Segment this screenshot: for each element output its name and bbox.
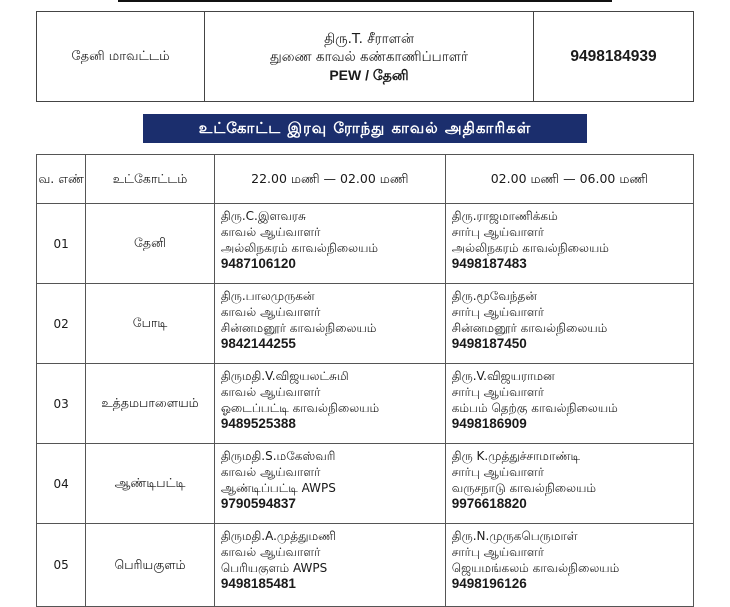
officer-name: திரு.C.இளவரசு xyxy=(220,209,306,223)
officer-header-table xyxy=(36,11,694,102)
officer-phone: 9489525388 xyxy=(220,416,296,431)
officer-name: திரு.பாலமுருகன் xyxy=(220,289,315,303)
officer-name: திரு.ராஜமாணிக்கம் xyxy=(451,209,558,223)
officer-rank: சார்பு ஆய்வாளர் xyxy=(451,305,544,319)
row-subdivision: ஆண்டிபட்டி xyxy=(86,444,215,524)
officer-station: ஆண்டிப்பட்டி AWPS xyxy=(220,481,336,495)
row-num: 03 xyxy=(37,364,86,444)
officer-station: ஓடைப்பட்டி காவல்நிலையம் xyxy=(220,401,380,415)
shift2-officer xyxy=(445,284,693,364)
officer-station: ஜெயமங்கலம் காவல்நிலையம் xyxy=(451,561,620,575)
officer-name: திருமதி.S.மகேஸ்வரி xyxy=(220,449,336,463)
officer-phone: 9842144255 xyxy=(220,336,296,351)
row-subdivision: தேனி xyxy=(86,204,215,284)
row-subdivision: உத்தமபாளையம் xyxy=(86,364,215,444)
officer-rank: காவல் ஆய்வாளர் xyxy=(220,385,321,399)
officer-rank: காவல் ஆய்வாளர் xyxy=(220,225,321,239)
row-num: 02 xyxy=(37,284,86,364)
district-cell xyxy=(37,12,205,102)
officer-phone: 9498185481 xyxy=(220,576,296,591)
officer-phone: 9976618820 xyxy=(451,496,527,511)
officer-phone: 9498186909 xyxy=(451,416,527,431)
shift2-officer xyxy=(445,524,693,607)
table-row xyxy=(37,204,694,284)
row-subdivision: போடி xyxy=(86,284,215,364)
patrol-table xyxy=(36,154,694,607)
row-num: 05 xyxy=(37,524,86,607)
officer-phone: 9790594837 xyxy=(220,496,296,511)
officer-phone: 9498187450 xyxy=(451,336,527,351)
table-row xyxy=(37,364,694,444)
officer-station: சின்னமனூர் காவல்நிலையம் xyxy=(451,321,608,335)
header-subdivision: உட்கோட்டம் xyxy=(86,155,215,204)
officer-phone: 9487106120 xyxy=(220,256,296,271)
shift1-officer xyxy=(214,444,445,524)
row-num: 01 xyxy=(37,204,86,284)
district-label: தேனி மாவட்டம் xyxy=(71,48,170,64)
officer-unit: PEW / தேனி xyxy=(329,66,409,83)
officer-name: திருமதி.A.முத்துமணி xyxy=(220,529,336,543)
officer-name: திரு.T. சீராளன் xyxy=(324,30,414,47)
row-num: 04 xyxy=(37,444,86,524)
officer-rank: துணை காவல் கண்காணிப்பாளர் xyxy=(269,48,469,65)
table-row xyxy=(37,284,694,364)
shift2-officer xyxy=(445,444,693,524)
officer-rank: காவல் ஆய்வாளர் xyxy=(220,305,321,319)
officer-rank: சார்பு ஆய்வாளர் xyxy=(451,385,544,399)
officer-phone: 9498187483 xyxy=(451,256,527,271)
table-header-row xyxy=(37,155,694,204)
header-num: வ. எண் xyxy=(37,155,86,204)
shift1-officer xyxy=(214,524,445,607)
officer-rank: சார்பு ஆய்வாளர் xyxy=(451,465,544,479)
top-rule xyxy=(118,0,612,2)
header-shift2: 02.00 மணி — 06.00 மணி xyxy=(445,155,693,204)
officer-name: திருமதி.V.விஜயலட்சுமி xyxy=(220,369,349,383)
officer-name: திரு K.முத்துச்சாமாண்டி xyxy=(451,449,581,463)
row-subdivision: பெரியகுளம் xyxy=(86,524,215,607)
officer-rank: சார்பு ஆய்வாளர் xyxy=(451,225,544,239)
officer-station: கம்பம் தெற்கு காவல்நிலையம் xyxy=(451,401,618,415)
officer-name: திரு.மூவேந்தன் xyxy=(451,289,537,303)
officer-rank: சார்பு ஆய்வாளர் xyxy=(451,545,544,559)
officer-cell xyxy=(205,12,534,102)
table-row xyxy=(37,524,694,607)
officer-name: திரு.N.முருகபெருமாள் xyxy=(451,529,578,543)
section-banner: உட்கோட்ட இரவு ரோந்து காவல் அதிகாரிகள் xyxy=(143,114,587,143)
table-row xyxy=(37,444,694,524)
officer-rank: காவல் ஆய்வாளர் xyxy=(220,545,321,559)
officer-station: அல்லிநகரம் காவல்நிலையம் xyxy=(451,241,609,255)
officer-name: திரு.V.விஜயராமன xyxy=(451,369,555,383)
shift1-officer xyxy=(214,204,445,284)
shift1-officer xyxy=(214,364,445,444)
officer-phone: 9498184939 xyxy=(534,12,694,102)
shift2-officer xyxy=(445,204,693,284)
officer-station: சின்னமனூர் காவல்நிலையம் xyxy=(220,321,377,335)
shift1-officer xyxy=(214,284,445,364)
officer-station: அல்லிநகரம் காவல்நிலையம் xyxy=(220,241,379,255)
officer-station: வருசநாடு காவல்நிலையம் xyxy=(451,481,597,495)
header-shift1: 22.00 மணி — 02.00 மணி xyxy=(214,155,445,204)
officer-rank: காவல் ஆய்வாளர் xyxy=(220,465,321,479)
officer-station: பெரியகுளம் AWPS xyxy=(220,561,328,575)
officer-phone: 9498196126 xyxy=(451,576,527,591)
shift2-officer xyxy=(445,364,693,444)
